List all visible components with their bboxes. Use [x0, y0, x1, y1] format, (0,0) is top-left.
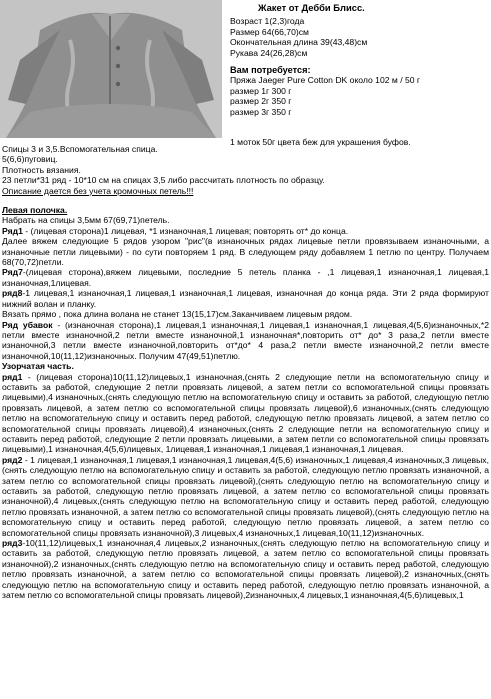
row-instruction: Ряд убавок - (изнаночная сторона),1 лицевая,1 изнаночная,1 лицевая,1 изнаночная,1 лицевая,4(5,6)изнаночных,*2 петли вместе изнаночной,2 петли вместе изнаночной,1 изнаночная*,повторить от* до* 3 раза,2 петли вместе изнаночной,3 петли вместе изнаночной,повторить от*до* 4 раза,2 петли вместе изнаночной,2 петли вместе изнаночной,10(11,12)изнаночных. Получим 47(49,51)петлю.	[2, 319, 489, 361]
materials-line: Пряжа Jaeger Pure Cotton DK около 102 м / 50 г	[230, 75, 421, 86]
pattern-section-title: Узорчатая часть.	[2, 361, 74, 372]
materials-title: Вам потребуется:	[230, 64, 311, 75]
materials-line: размер 2г 350 г	[230, 96, 292, 107]
row-instruction: Вязать прямо , пока длина волана не станет 13(15,17)см.Заканчиваем лицевым рядом.	[2, 309, 353, 320]
row-instruction: Далее вяжем следующие 5 рядов узором "рис"(в изнаночных рядах лицевые петли провязываем изнаночными, а изнаночные петли лицевыми) - по сути повторяем 1 ряд. В следующем ряду добавляем 1 петлю по центру. Получаем 68(70,72)петли.	[2, 236, 489, 268]
row-instruction: ряд1 - (лицевая сторона)10(11,12)лицевых,1 изнаночная,(снять 2 следующие петли на вспомогательную спицу и оставить за работой, следующие 2 петли провязать лицевой, а затем петли со вспомогательной спицы провязать лицевыми),4 изнаночных,(снять следующую петлю на вспомогательную спицу и оставить за работой, следующую петлю провязать лицевой, а затем петлю со вспомогательной спицы провязать лицевой),6 изнаночных,(снять следующую петлю на вспомогательную спицу и оставить перед работой, следующую петлю провязать лицевой, а затем петлю со вспомогательной спицы провязать лицевой),4 изнаночных,(снять 2 следующие петли на вспомогательную спицу и оставить перед работой, следующие 2 петли провязать лицевыми, а затем петли со вспомогательной спицы провязать лицевыми),1 изнаночная,4(5,6)лицевых, 1лицевая,1 изнаночная,1 лицевая,1 изнаночная,1 лицевая.	[2, 371, 489, 455]
size-line: Рукава 24(26,28)см	[230, 47, 308, 58]
pattern-body	[2, 144, 489, 600]
extra-materials: 1 моток 50г цвета беж для украшения буфов.	[230, 136, 411, 147]
row-instruction: Ряд1 - (лицевая сторона)1 лицевая, *1 изнаночная,1 лицевая; повторять от* до конца.	[2, 225, 349, 236]
gauge-line: 23 петли*31 ряд - 10*10 см на спицах 3,5 либо рассчитать плотность по образцу.	[2, 175, 325, 186]
pattern-title: Жакет от Дебби Блисс.	[258, 2, 365, 13]
row-instruction: ряд8-1 лицевая,1 изнаночная,1 лицевая,1 изнаночная,1 лицевая, изнаночная до конца ряда. Эти 2 ряда формируют нижний волан и планку.	[2, 288, 489, 309]
size-line: Возраст 1(2,3)года	[230, 16, 305, 27]
buttons-line: 5(6,6)пуговиц.	[2, 154, 58, 165]
materials-line: размер 3г 350 г	[230, 106, 292, 117]
gauge-title: Плотность вязания.	[2, 164, 81, 175]
materials-line: размер 1г 300 г	[230, 85, 292, 96]
row-instruction: ряд2 - 1 лицевая,1 изнаночная,1 лицевая,1 изнаночная,1 лицевая,4(5,6) изнаночных,1 лицевая,4 изнаночных,3 лицевых,(снять следующую петлю на вспомогательную спицу и оставить за работой, следующую петлю провязать изнаночной, а затем петлю со вспомогательной спицы провязать лицевой),(снять следующую петлю на вспомогательную спицу и оставить за работой, следующую петлю провязать лицевой, а затем петлю со вспомогательной спицы провязать изнаночной),4 лицевых,(снять следующую петлю на вспомогательную спицу и оставить перед работой, следующую петлю провязать изнаночной, а затем петлю со вспомогательной спицы провязать лицевой),(снять следующую петлю на вспомогательную спицу и оставить перед работой, следующую петлю провязать лицевой, а затем петлю со вспомогательной спицы провязать изнаночной),3 лицевых,4 изнаночных,1 лицевая,10(11,12)изнаночных.	[2, 454, 489, 538]
selvage-note: Описание дается без учета кромочных петель!!!	[2, 185, 194, 196]
header	[230, 3, 488, 147]
size-line: Размер 64(66,70)см	[230, 26, 309, 37]
left-front-title: Левая полочка.	[2, 205, 68, 216]
cast-on-line: Набрать на спицы 3,5мм 67(69,71)петель.	[2, 215, 170, 226]
row-instruction: Ряд7-(лицевая сторона),вяжем лицевыми, последние 5 петель планка - ,1 лицевая,1 изнаночная,1 лицевая,1 изнаночная,1лицевая.	[2, 267, 489, 288]
needles-line: Спицы 3 и 3,5.Вспомогательная спица.	[2, 144, 158, 154]
size-line: Окончательная длина 39(43,48)см	[230, 37, 368, 48]
row-instruction: ряд3-10(11,12)лицевых,1 изнаночная,4 лицевых,2 изнаночных,(снять следующую петлю на вспомогательную спицу и оставить за работой, следующую петлю провязать лицевой, а затем петлю со вспомогательной спицы провязать изнаночной),2 изнаночных,(снять следующую петлю на вспомогательную спицу и оставить перед работой, следующую петлю провязать изнаночной, а затем петлю со вспомогательной спицы провязать лицевой),2 изнаночных,(снять следующую петлю на вспомогательную спицу и оставить перед работой, следующую петлю провязать изнаночной, а затем петлю со вспомогательной спицы провязать лицевой),2изнаночных,4 лицевых,1 изнаночная,4(5,6)лицевых,1	[2, 538, 489, 601]
jacket-photo	[0, 0, 222, 138]
